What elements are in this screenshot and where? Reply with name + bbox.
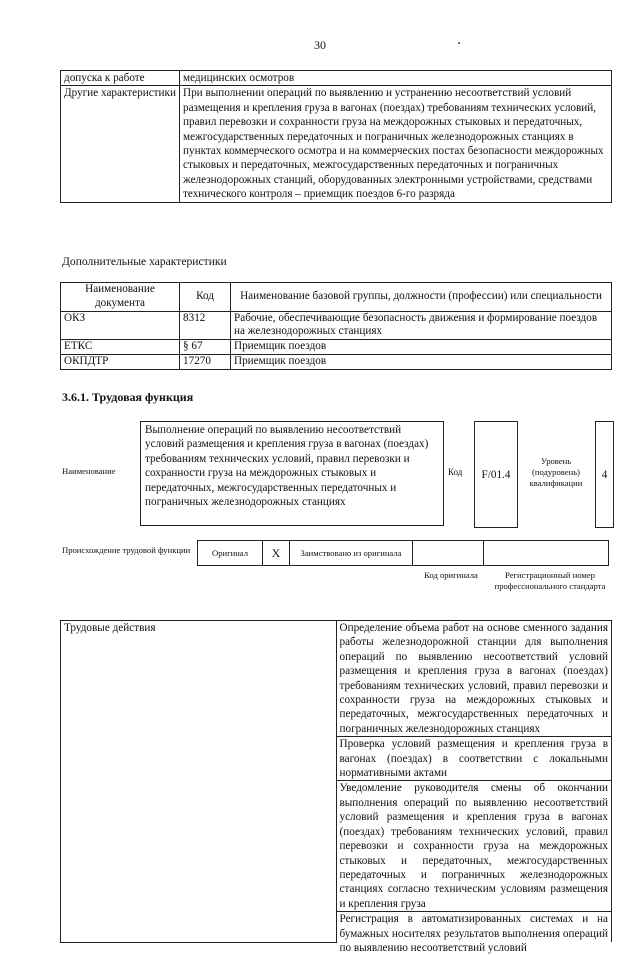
cell-doc: ОКЗ [61,311,180,340]
cell-code: § 67 [180,340,231,355]
function-code-label: Код [448,467,463,477]
cell-doc: ОКПДТР [61,354,180,369]
cell-name: Рабочие, обеспечивающие безопасность движения и формирование поездов на железнодорожных станциях [231,311,612,340]
reg-number-cell [484,541,609,566]
cell-code: 8312 [180,311,231,340]
requirements-table [60,70,612,203]
origin-label: Происхождение трудовой функции [62,545,191,555]
header-code: Код [180,283,231,312]
function-name: Выполнение операций по выявлению несоответствий условий размещения и крепления груза в вагонах (поездах) требованиям технических условий, правил перевозки и сохранности груза на междорожных стыковых и передаточных, межгосударственных передаточных и пограничных железнодорожных станциях [140,421,444,526]
action-item: Определение объема работ на основе сменного задания работы железнодорожной станции для выполнения операций по выявлению несоответствий условий размещения и крепления груза в вагонах (поездах) требованиям технических условий, правил перевозки и сохранности груза на междорожных стыковых и передаточных, межгосударственных передаточных и пограничных железнодорожных станциях [336,621,612,737]
table-row [61,621,612,737]
action-item-cell [336,912,612,954]
table-header-row [61,283,612,312]
table-row [198,541,609,566]
scan-speck [458,42,460,44]
header-doc-name: Наименование документа [61,283,180,312]
cell-name: Приемщик поездов [231,340,612,355]
row-value: При выполнении операций по выявлению и устранению несоответствий условий размещения и крепления груза в вагонах (поездах) требованиям технических условий, правил перевозки и сохранности груза на междорожных стыковых и передаточных, межгосударственных передаточных и пограничных железнодорожных станциях в пунктах коммерческого осмотра и на коммерческих постах безопасности междорожных стыковых и передаточных, межгосударственных передаточных и пограничных железнодорожных станций, оборудованных электронными устройствами, средствами технического контроля – приемщик поездов 6-го разряда [180,86,612,202]
table-row [61,311,612,340]
section-title: 3.6.1. Трудовая функция [62,390,194,404]
actions-label: Трудовые действия [61,621,337,943]
original-mark: X [263,541,290,566]
row-value: медицинских осмотров [180,71,612,86]
row-label: допуска к работе [61,71,180,86]
table-row [61,86,612,202]
origin-table [197,540,609,566]
reg-number-label: Регистрационный номер профессионального стандарта [494,570,606,591]
qualification-level-label: Уровень (подуровень) квалификации [529,456,583,488]
cell-doc: ЕТКС [61,340,180,355]
action-item: Проверка условий размещения и крепления груза в вагонах (поездах) в соответствии с локальными нормативными актами [336,737,612,781]
page-number: 30 [314,38,326,52]
action-item: Уведомление руководителя смены об окончании выполнения операций по выявлению несоответствий условий размещения и крепления груза в вагонах (поездах) требованиям технических условий, правил перевозки и сохранности груза на междорожных стыковых и передаточных, межгосударственных передаточных и пограничных железнодорожных станциях согласно техническим условиям размещения и крепления груза [336,781,612,912]
additional-title: Дополнительные характеристики [62,255,227,268]
header-group-name: Наименование базовой группы, должности (профессии) или специальности [231,283,612,312]
qualification-level: 4 [595,421,614,528]
original-cell: Оригинал [198,541,263,566]
cell-code: 17270 [180,354,231,369]
action-item: Регистрация в автоматизированных системах и на бумажных носителях результатов выполнения операций по выявлению несоответствий условий [339,913,608,954]
borrowed-cell: Заимствовано из оригинала [290,541,413,566]
labor-actions-table [60,620,612,954]
original-code-cell [413,541,484,566]
code-of-original-label: Код оригинала [424,570,478,580]
row-label: Другие характеристики [61,86,180,202]
function-code: F/01.4 [474,421,518,528]
table-row [61,340,612,355]
table-row [61,71,612,86]
table-row [61,354,612,369]
function-name-label: Наименование [62,466,116,476]
cell-name: Приемщик поездов [231,354,612,369]
additional-characteristics-table [60,282,612,370]
